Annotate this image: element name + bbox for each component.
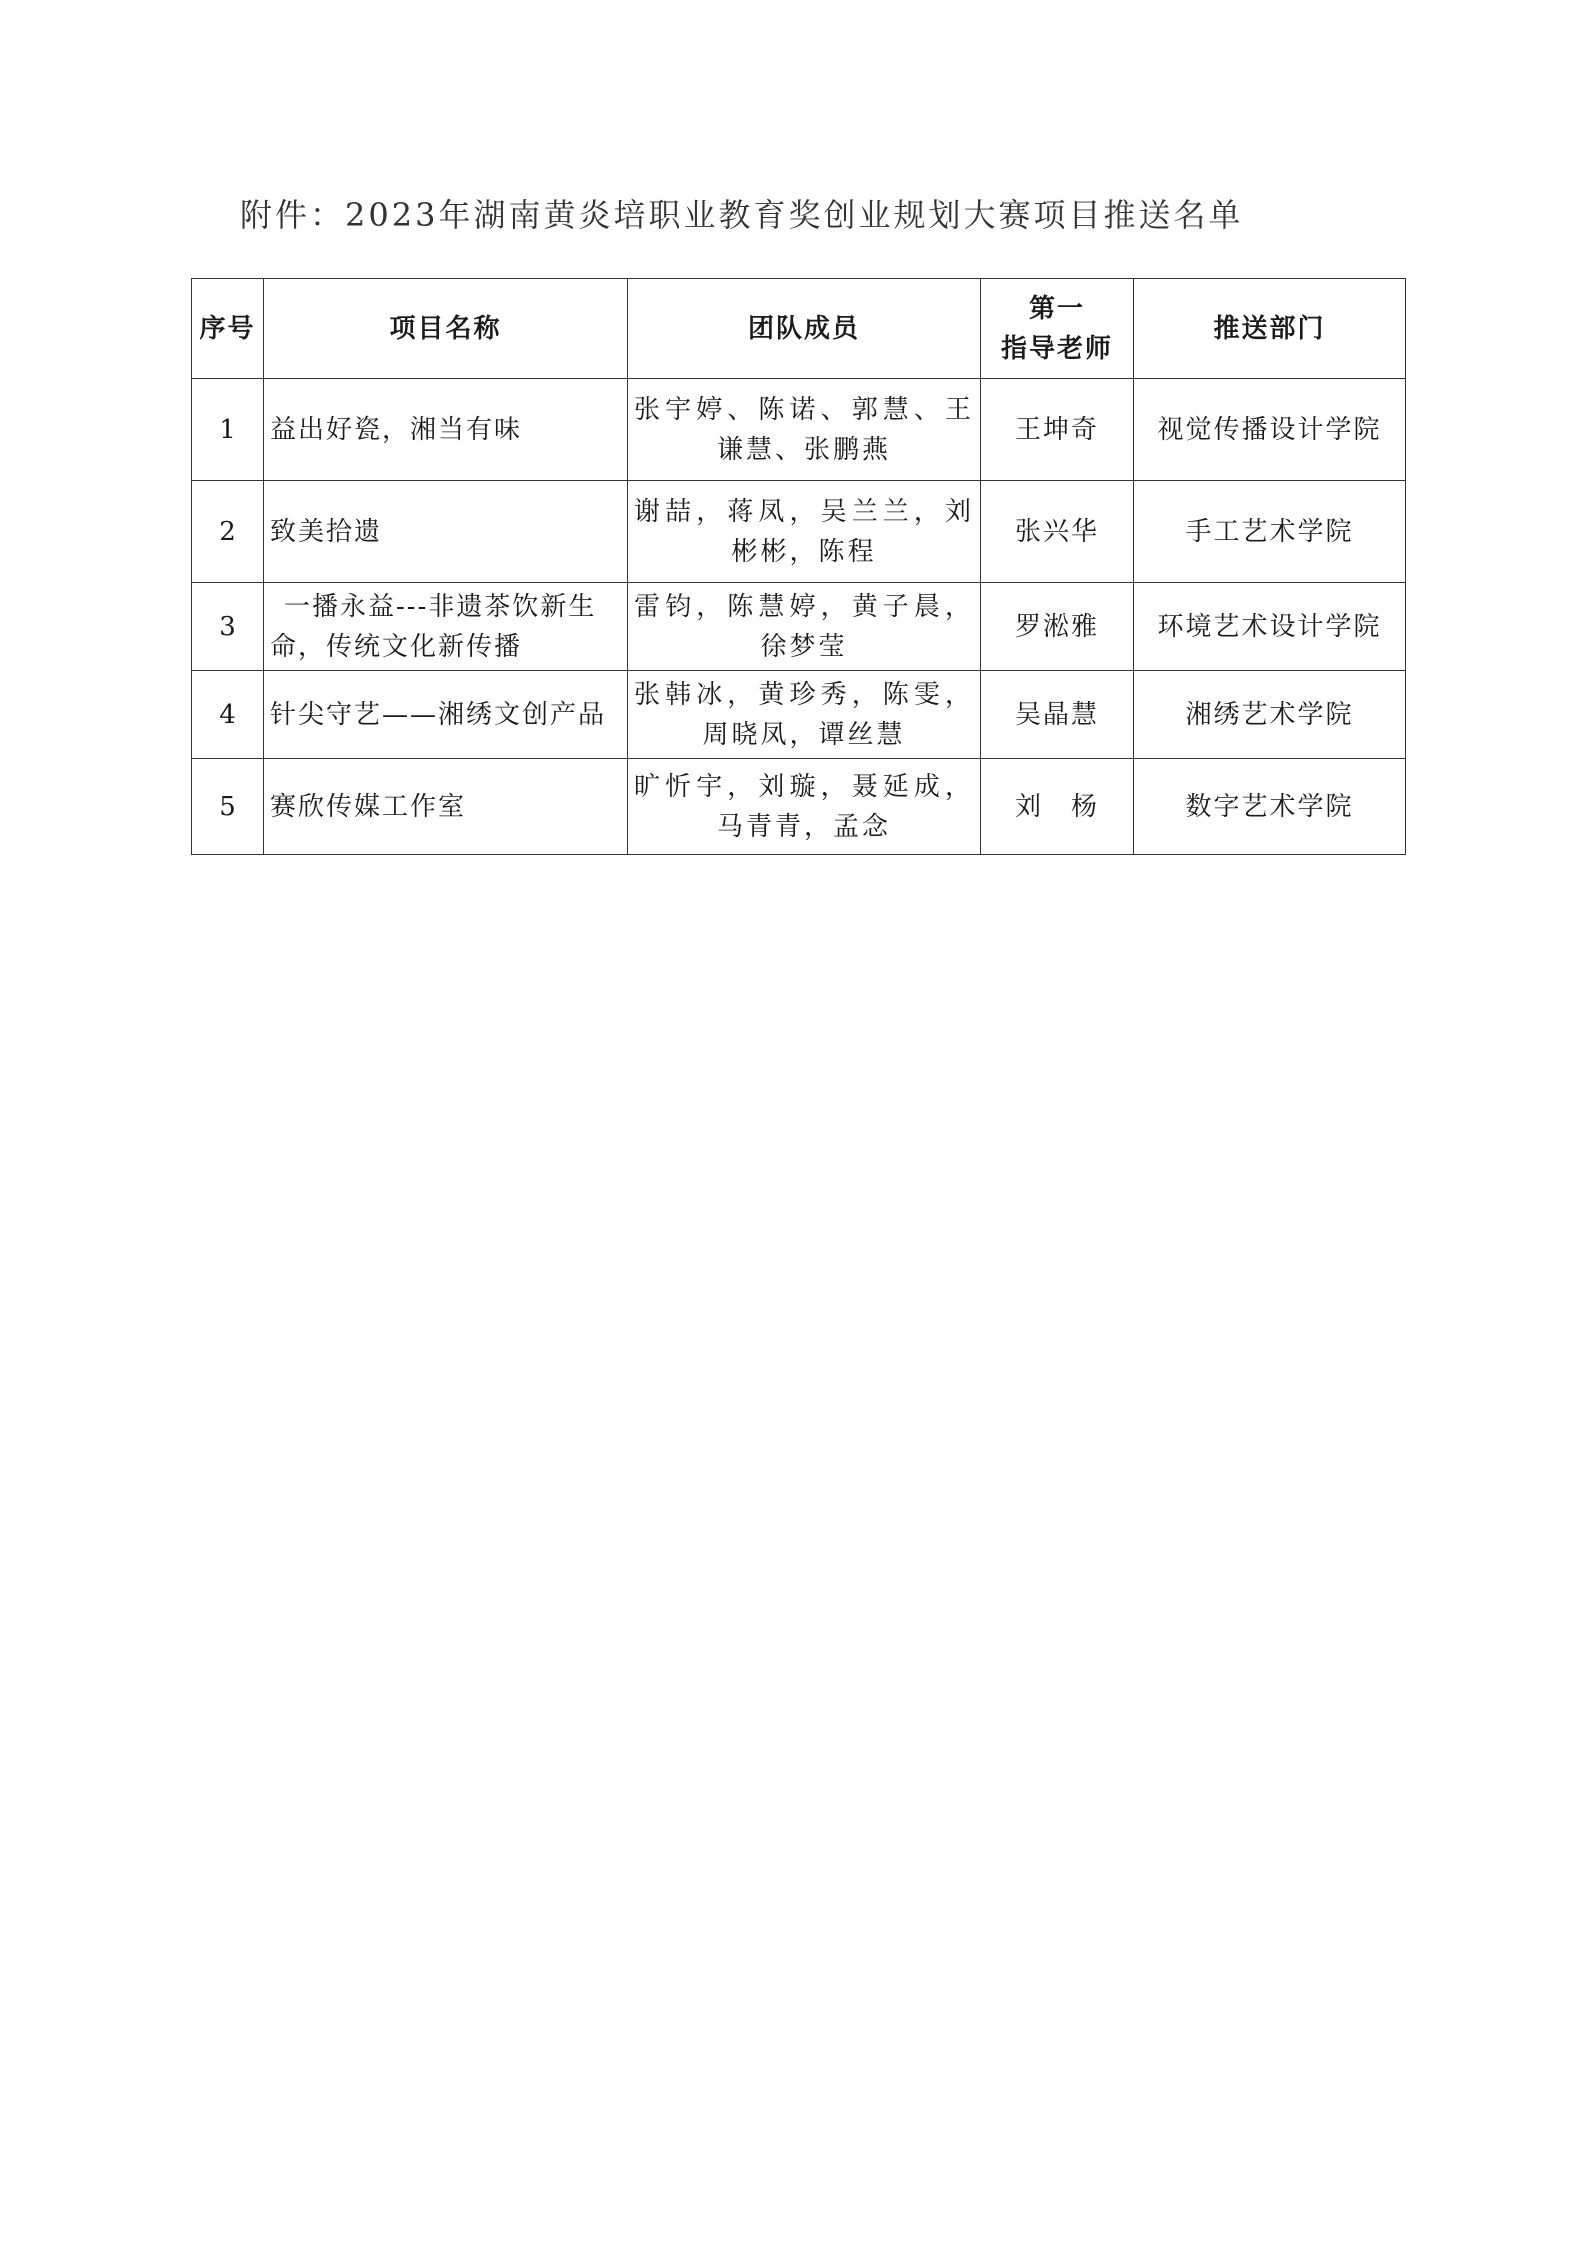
cell-advisor: 罗淞雅 (981, 583, 1134, 671)
cell-team-members: 旷忻宇，刘璇，聂延成，马青青，孟念 (628, 759, 981, 855)
table-row (192, 481, 1406, 583)
header-project-name: 项目名称 (264, 279, 628, 379)
project-list-table (191, 278, 1406, 855)
cell-advisor: 张兴华 (981, 481, 1134, 583)
cell-team-members: 张宇婷、陈诺、郭慧、王谦慧、张鹏燕 (628, 379, 981, 481)
cell-department: 视觉传播设计学院 (1134, 379, 1406, 481)
cell-project-name: 致美拾遗 (264, 481, 628, 583)
header-first-advisor-line2: 指导老师 (1000, 333, 1113, 364)
header-first-advisor (981, 279, 1134, 379)
cell-team-members: 谢喆，蒋凤，吴兰兰，刘彬彬，陈程 (628, 481, 981, 583)
cell-team-members: 张韩冰，黄珍秀，陈雯，周晓凤，谭丝慧 (628, 671, 981, 759)
cell-project-name: 赛欣传媒工作室 (264, 759, 628, 855)
header-department: 推送部门 (1134, 279, 1406, 379)
cell-team-members: 雷钧，陈慧婷，黄子晨，徐梦莹 (628, 583, 981, 671)
table-header-row (192, 279, 1406, 379)
page-title: 附件：2023年湖南黄炎培职业教育奖创业规划大赛项目推送名单 (240, 196, 1244, 234)
header-no: 序号 (192, 279, 264, 379)
cell-advisor: 吴晶慧 (981, 671, 1134, 759)
table-row (192, 583, 1406, 671)
table-row (192, 379, 1406, 481)
cell-project-name: 一播永益---非遗茶饮新生命，传统文化新传播 (264, 583, 628, 671)
cell-no: 4 (192, 671, 264, 759)
cell-project-name: 益出好瓷，湘当有味 (264, 379, 628, 481)
cell-department: 湘绣艺术学院 (1134, 671, 1406, 759)
cell-advisor: 王坤奇 (981, 379, 1134, 481)
cell-advisor: 刘 杨 (981, 759, 1134, 855)
cell-department: 数字艺术学院 (1134, 759, 1406, 855)
cell-no: 1 (192, 379, 264, 481)
cell-no: 5 (192, 759, 264, 855)
cell-department: 环境艺术设计学院 (1134, 583, 1406, 671)
cell-department: 手工艺术学院 (1134, 481, 1406, 583)
cell-no: 2 (192, 481, 264, 583)
header-first-advisor-line1: 第一 (1028, 293, 1085, 324)
table-row (192, 671, 1406, 759)
cell-project-name: 针尖守艺——湘绣文创产品 (264, 671, 628, 759)
header-team-members: 团队成员 (628, 279, 981, 379)
table-row (192, 759, 1406, 855)
cell-no: 3 (192, 583, 264, 671)
